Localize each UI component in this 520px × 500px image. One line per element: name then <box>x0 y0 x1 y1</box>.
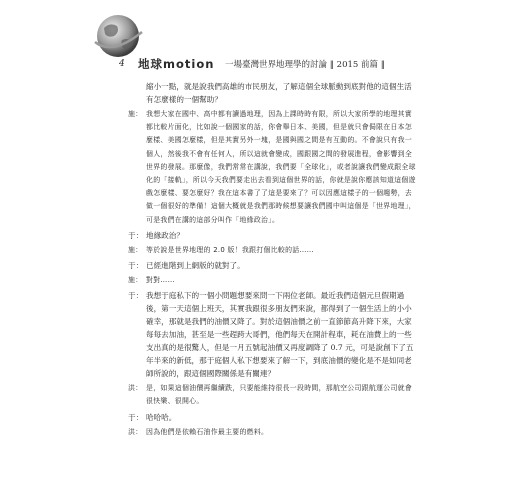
dialogue-text: 哈哈哈。 <box>146 412 177 422</box>
dialogue-text: 是，如果這個油價再繼續跌，只要能維持很長一段時間，那航空公司跟航運公司就會很快樂、很開心。 <box>146 384 413 406</box>
dialogue-paragraph <box>128 411 418 424</box>
dialogue-paragraph <box>128 274 418 287</box>
speaker-label: 洪： <box>128 427 143 436</box>
speaker-label: 施： <box>128 276 143 285</box>
dialogue-paragraph <box>128 426 418 439</box>
speaker-label: 于： <box>128 412 144 422</box>
speaker-label: 于： <box>128 230 144 240</box>
dialogue-text: 地緣政治？ <box>146 230 184 240</box>
dialogue-paragraph <box>128 289 418 380</box>
dialogue-text: 因為他們是依賴石油作最主要的燃料。 <box>146 427 269 436</box>
book-subtitle: 一場臺灣世界地理學的討論 ‖ 2015 前篇 ‖ <box>225 60 385 70</box>
dialogue-paragraph <box>128 229 418 242</box>
page-number: 4 <box>119 59 125 69</box>
speaker-label: 于： <box>128 261 144 271</box>
dialogue-paragraph <box>128 108 418 227</box>
dialogue-paragraph <box>128 259 418 272</box>
page-header <box>92 12 492 82</box>
speaker-label: 洪： <box>128 384 143 393</box>
dialogue-list <box>128 108 418 439</box>
book-title: 地球motion <box>138 57 215 71</box>
dialogue-text: 我想于庭私下的一個小問題想要來問一下兩位老師。最近我們這個元旦假期過後，第一天這個上班天，其實我跟很多朋友們來說，都得到了一個生活上的小小確幸，那就是我們的油價又降了。對於這個油價之前一直節節高升降下來，大家每每去加油，甚至是一些趕跨大哥們，他們每天在開計程車，耗在油費上的一些支出真的是很驚人，但是一月五號起油價又再度調降了 0.7 元，可是說創下了五年半來的新低，那于庭個人私下想要來了解一下，到底油價的變化是不是如同老師所說的，跟這個國際關係是有關連？ <box>146 291 414 379</box>
speaker-label: 施： <box>128 110 143 118</box>
dialogue-text: 等於說是世界地理的 2.0 版！我跟打個比較的話…… <box>146 245 314 254</box>
speaker-label: 施： <box>128 245 143 254</box>
dialogue-paragraph <box>128 382 418 408</box>
dialogue-text: 對對…… <box>146 276 175 285</box>
speaker-label: 于： <box>128 291 144 301</box>
globe-icon <box>92 12 144 64</box>
page-content <box>128 80 418 441</box>
dialogue-text: 已經進階到上網版的就對了。 <box>146 261 245 271</box>
intro-paragraph: 縮小一點，就是說我們高雄的市民朋友，了解這個全球脈動到底對他的這個生活有怎麼樣的一個幫助？ <box>146 82 412 104</box>
dialogue-text: 我想大家在國中、高中都有讀過地理，因為上課時時有限，所以大家所學的地理其實都比較片面化，比如說一個國家的話，你會舉日本、美國，但是就只會侷限在日本怎麼樣、美國怎麼樣，但是其實另外一塊，是國與國之間是有互動的。不會說只有我一個人，然後我不會有任何人，所以這就會變成，國跟國之間的發展進程，會影響到全世界的發展。那麼像，我們常常在講說，我們要「全球化」，或者說讓我們變成跟全球化的「接軌」，所以今天我們要走出去看到這個世界的話，你就是說你應該知道這個遊戲怎麼樣、要怎麼好？我在這本書了了這是要來了？可以因應這樣子的一個趨勢，去做一個很好的準備！這個大概就是我們那時候想要讓我們國中叫這個是「世界地理」，可是我們在講的這部分叫作「地緣政治」。 <box>146 110 416 224</box>
dialogue-paragraph <box>128 244 418 257</box>
